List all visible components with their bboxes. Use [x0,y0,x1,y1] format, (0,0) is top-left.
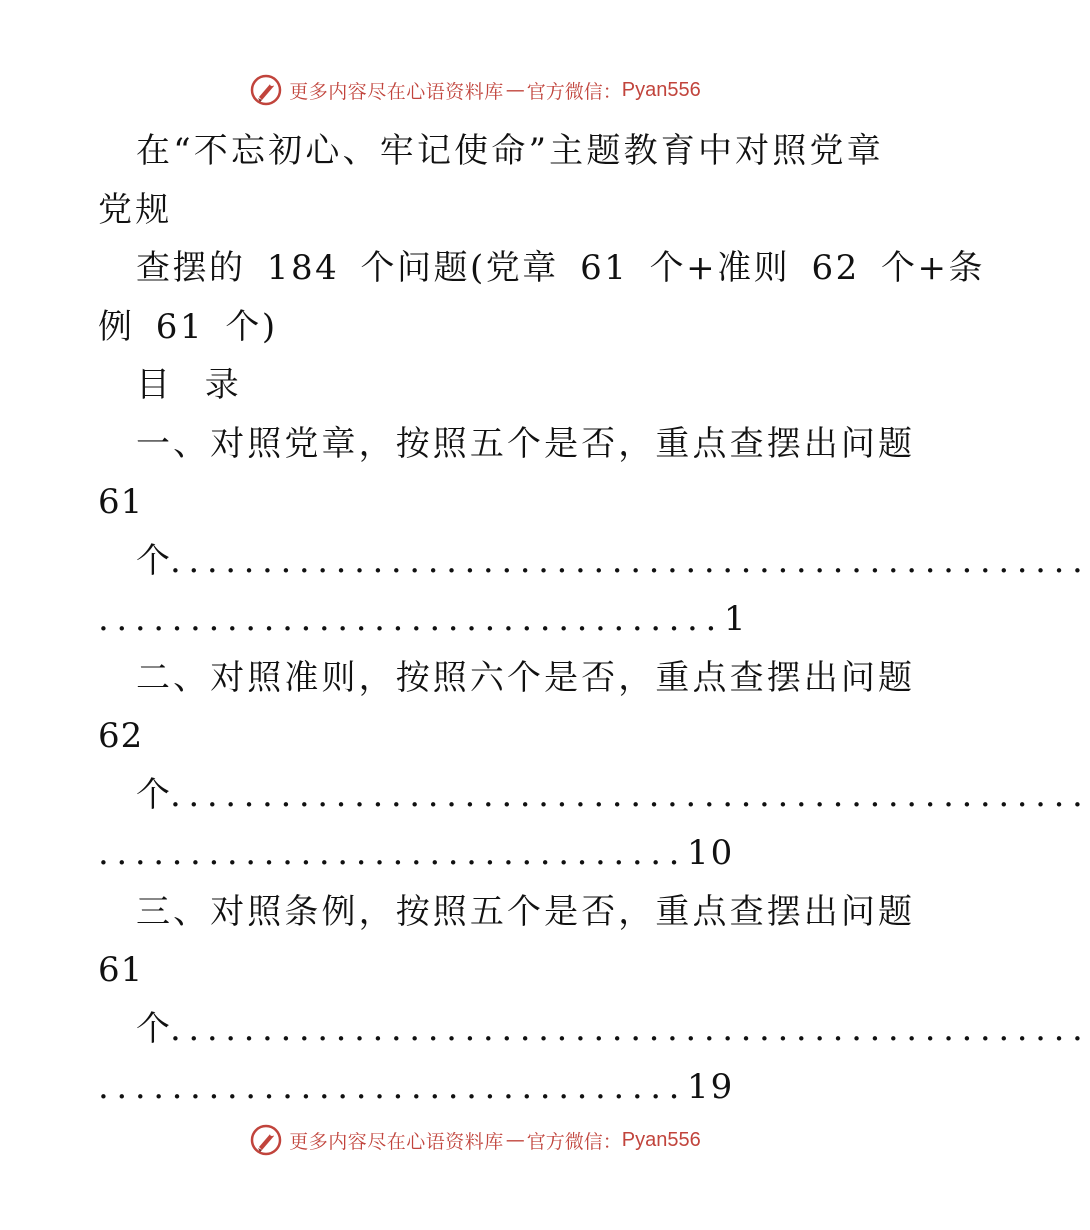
toc-entry-3-leader-line [98,1000,1090,1059]
toc-entry-2-heading: 二、对照准则，按照六个是否，重点查摆出问题 [136,657,916,698]
document-subtitle-line-1: 查摆的 184 个问题(党章 61 个+准则 62 个+条 [136,248,986,288]
toc-entry-3-dots-2: ................................ [98,1067,688,1107]
pen-logo-icon [249,73,283,107]
watermark-separator: — [505,1129,525,1151]
toc-entry-2-dots: .................................................. [170,774,1090,815]
watermark-separator: — [505,79,525,101]
toc-label: 目 录 [136,365,251,405]
toc-entry-3-heading: 三、对照条例，按照五个是否，重点查摆出问题 [136,891,916,932]
toc-entry-2-count: 62 [98,716,144,756]
toc-entry-2-dots-2: ................................ [98,833,688,873]
document-title-line-1: 在“不忘初心、牢记使命”主题教育中对照党章 [136,131,884,171]
toc-entry-2-suffix: 个 [136,774,170,815]
toc-entry-3-page: 19 [687,1067,735,1107]
toc-entry-3-suffix: 个 [136,1008,170,1049]
toc-entry-1-dots-2: .................................. [98,599,724,639]
toc-entry-1-leader-line [98,532,1090,591]
watermark-wechat-label: 官方微信： [526,1130,622,1153]
document-body [98,122,1090,1117]
toc-entry-3-dots: .................................................. [170,1008,1090,1049]
toc-entry-1-page: 1 [723,599,748,639]
watermark-wechat-label: 官方微信： [526,80,622,103]
toc-entry-2-page: 10 [687,833,735,873]
toc-entry-1-dots: .................................................. [170,540,1090,581]
toc-entry-1-page-line [98,590,858,649]
toc-entry-3-page-line [98,1058,858,1117]
document-title-line-2: 党规 [98,189,173,230]
pen-logo-icon [249,1123,283,1157]
toc-entry-2-page-line [98,824,858,883]
watermark-header [0,70,950,110]
watermark-site-text: 更多内容尽在心语资料库 [289,80,504,103]
toc-entry-2-leader-line [98,766,1090,825]
toc-entry-1-count: 61 [98,482,144,522]
watermark-site-text: 更多内容尽在心语资料库 [289,1130,504,1153]
watermark-footer [0,1120,950,1160]
toc-entry-3-count: 61 [98,950,144,990]
toc-entry-1-heading: 一、对照党章，按照五个是否，重点查摆出问题 [136,423,916,464]
toc-entry-1-suffix: 个 [136,540,170,581]
document-subtitle-line-2: 例 61 个) [98,306,278,347]
watermark-wechat-id: Pyan556 [621,1128,701,1151]
watermark-wechat-id: Pyan556 [621,78,701,101]
